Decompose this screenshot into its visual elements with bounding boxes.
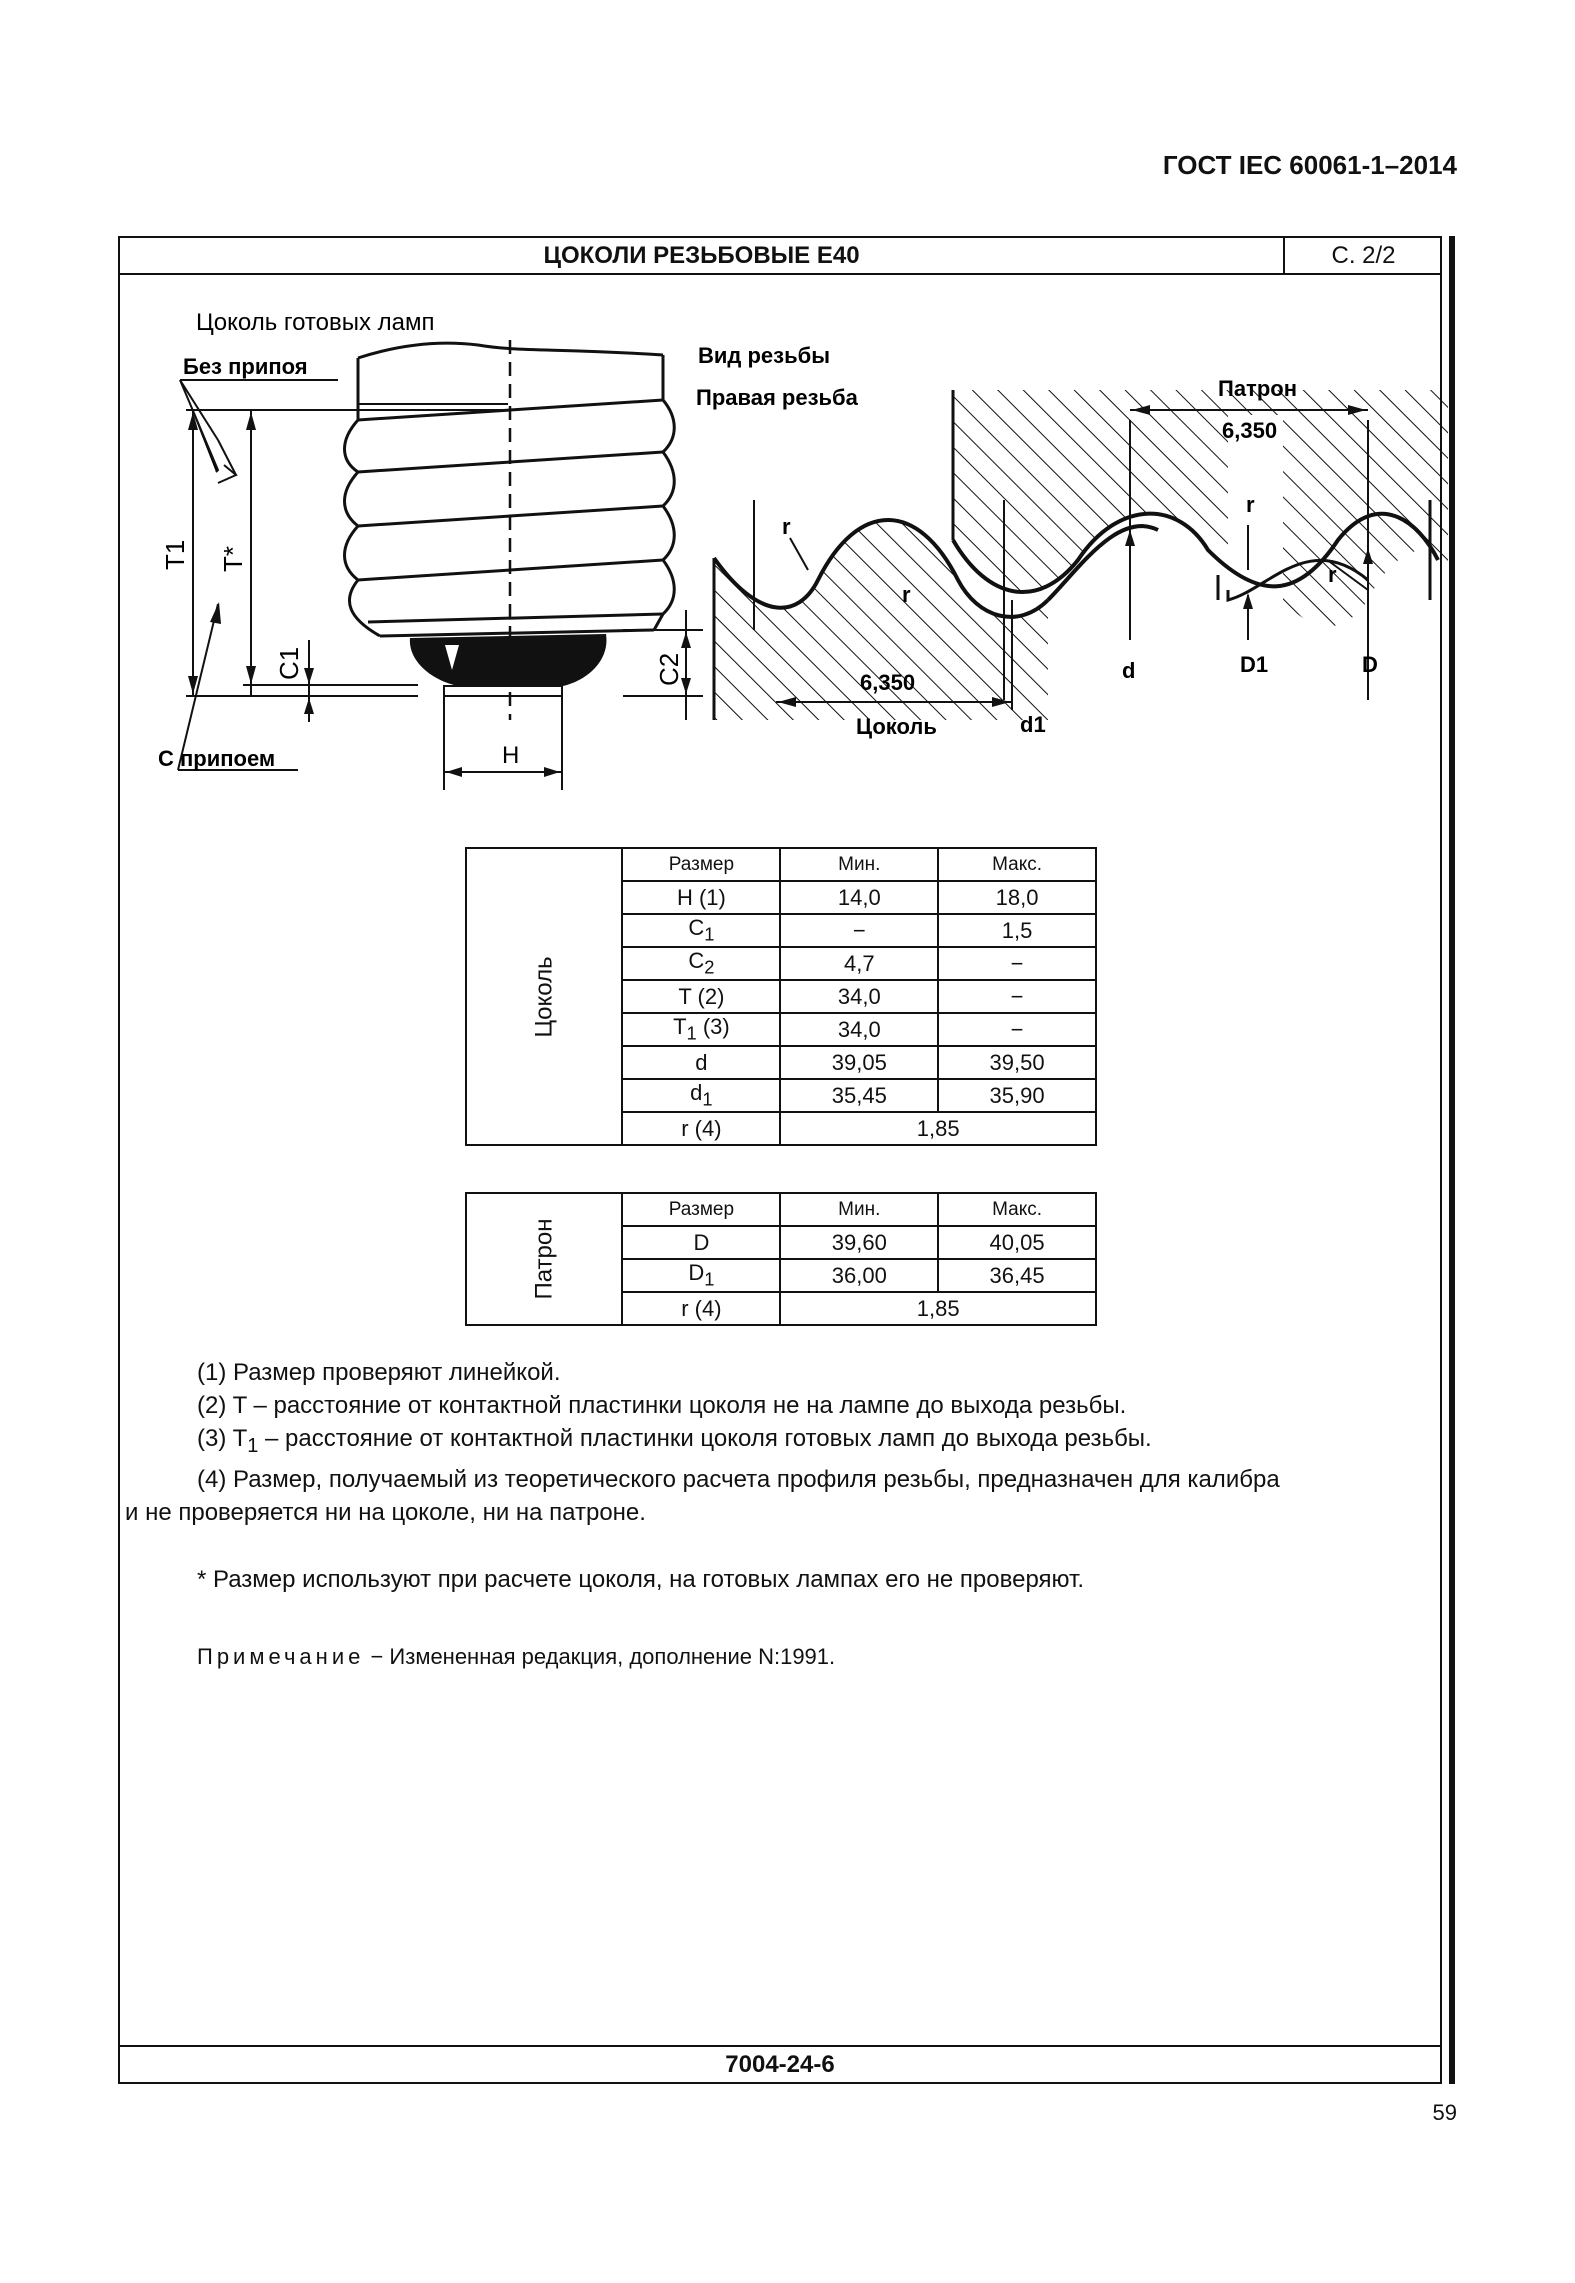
cap-row-name: $T_1$ (3) [622, 1013, 780, 1046]
holder-row-max: 40,05 [938, 1226, 1096, 1259]
dim-c2-label: C2 [654, 652, 684, 686]
cap-row-max: 18,0 [938, 881, 1096, 914]
holder-row-min: 36,00 [780, 1259, 938, 1292]
remark-label: Примечание [197, 1643, 365, 1669]
sheet-title: ЦОКОЛИ РЕЗЬБОВЫЕ E40 [120, 238, 1285, 273]
cap-row-name: $d_1$ [622, 1079, 780, 1112]
notes-block [125, 1356, 1445, 1673]
holder-header-max: Макс. [938, 1193, 1096, 1226]
radius-label-4: r [1328, 562, 1337, 587]
holder-label: Патрон [1218, 376, 1297, 401]
dim-d-label: d [1122, 658, 1136, 683]
cap-row-min: 35,45 [780, 1079, 938, 1112]
holder-table-side [466, 1193, 622, 1325]
holder-row-merged: 1,85 [780, 1292, 1096, 1325]
dim-D-label: D [1362, 652, 1378, 677]
radius-label-3: r [1246, 492, 1255, 517]
cap-row-max: 39,50 [938, 1046, 1096, 1079]
cap-row-name: $C_2$ [622, 947, 780, 980]
note-4-continued: и не проверяется ни на цоколе, ни на патроне. [125, 1498, 646, 1526]
note-4: (4) Размер, получаемый из теоретического расчета профиля резьбы, предназначен для калибра [197, 1465, 1280, 1493]
cap-row-min: 14,0 [780, 881, 938, 914]
cap-row-name: r (4) [622, 1112, 780, 1145]
radius-label-2: r [902, 582, 911, 607]
dim-t-star-label: T* [218, 546, 248, 572]
cap-row-max: − [938, 947, 1096, 980]
cap-row-min: 34,0 [780, 1013, 938, 1046]
cap-row-name: $C_1$ [622, 914, 780, 947]
cap-row-min: 39,05 [780, 1046, 938, 1079]
holder-row-max: 36,45 [938, 1259, 1096, 1292]
radius-label-1: r [782, 514, 791, 539]
holder-dimensions-table [465, 1192, 1097, 1326]
dim-t1-label: T1 [160, 539, 190, 570]
remark-text: − Измененная редакция, дополнение N:1991. [364, 1643, 836, 1669]
holder-side-label: Патрон [530, 1218, 558, 1300]
sheet-page: С. 2/2 [1331, 242, 1396, 269]
holder-header-size: Размер [622, 1193, 780, 1226]
cap-row-max: 35,90 [938, 1079, 1096, 1112]
cap-row-name: T (2) [622, 980, 780, 1013]
cap-row-max: − [938, 980, 1096, 1013]
cap-title: Цоколь готовых ламп [196, 309, 435, 336]
cap-pitch: 6,350 [860, 670, 916, 695]
holder-row-name: D [622, 1226, 780, 1259]
remark [125, 1640, 1445, 1673]
cap-header-max: Макс. [938, 848, 1096, 881]
holder-header-min: Мин. [780, 1193, 938, 1226]
standard-number: ГОСТ IEC 60061-1–2014 [1162, 150, 1457, 180]
sheet-code: 7004-24-6 [120, 2045, 1440, 2082]
cap-header-min: Мин. [780, 848, 938, 881]
thread-view-label: Вид резьбы [698, 343, 830, 368]
note-1: (1) Размер проверяют линейкой. [197, 1359, 561, 1386]
holder-pitch: 6,350 [1222, 418, 1278, 443]
cap-table-side [466, 848, 622, 1145]
holder-row-min: 39,60 [780, 1226, 938, 1259]
cap-row-merged: 1,85 [780, 1112, 1096, 1145]
cap-row-name: d [622, 1046, 780, 1079]
cap-row-min: 34,0 [780, 980, 938, 1013]
right-thread-label: Правая резьба [696, 385, 858, 410]
thread-profile-drawing [696, 343, 1448, 739]
cap-header-size: Размер [622, 848, 780, 881]
cap-label: Цоколь [856, 714, 937, 739]
holder-row-name: r (4) [622, 1292, 780, 1325]
holder-row-name: $D_1$ [622, 1259, 780, 1292]
frame-thick-edge [1449, 236, 1455, 2084]
without-solder-label: Без припоя [183, 354, 308, 379]
cap-row-max: 1,5 [938, 914, 1096, 947]
dim-h-label: H [502, 742, 520, 769]
cap-row-name: H (1) [622, 881, 780, 914]
lamp-cap-drawing [158, 309, 703, 790]
sheet-header [120, 238, 1440, 275]
dim-D1-label: D1 [1240, 652, 1269, 677]
thread-drawing [118, 300, 1448, 800]
page-number: 59 [1432, 2100, 1457, 2125]
with-solder-label: С припоем [158, 746, 276, 771]
note-3: (3) $T_1$ – расстояние от контактной пластинки цоколя готовых ламп до выхода резьбы. [197, 1425, 1152, 1457]
star-note: * Размер используют при расчете цоколя, на готовых лампах его не проверяют. [197, 1565, 1084, 1593]
cap-dimensions-table [465, 847, 1097, 1146]
cap-side-label: Цоколь [530, 955, 558, 1038]
note-2: (2) T – расстояние от контактной пластинки цоколя не на лампе до выхода резьбы. [197, 1392, 1127, 1419]
dim-d1-label: d1 [1020, 712, 1046, 737]
cap-row-min: 4,7 [780, 947, 938, 980]
cap-row-min: − [780, 914, 938, 947]
dim-c1-label: C1 [274, 646, 304, 680]
cap-row-max: − [938, 1013, 1096, 1046]
